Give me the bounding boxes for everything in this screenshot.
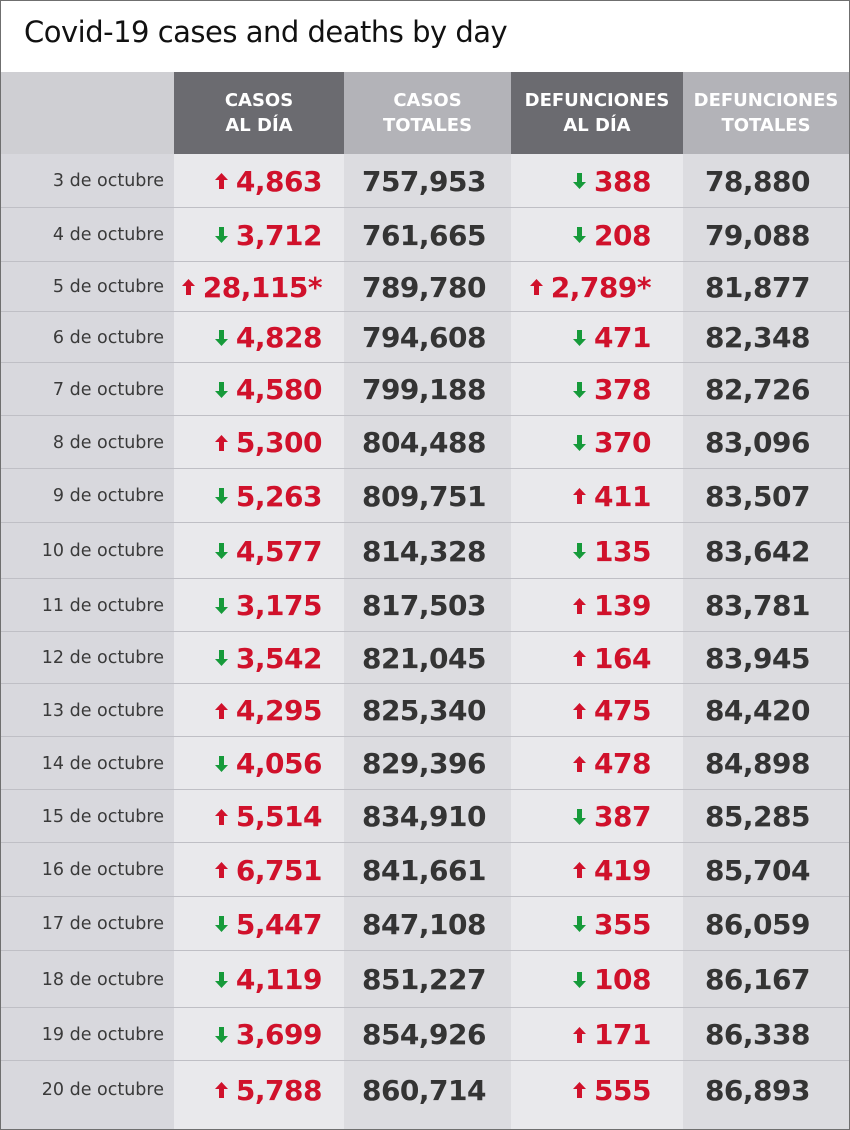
daily-cases-cell [174,416,322,469]
daily-deaths-cell-value: 208 [594,218,651,252]
table-row [1,897,849,951]
total-cases-cell: 799,188 [361,373,486,406]
arrow-down-icon [573,435,586,451]
daily-cases-cell-value: 4,577 [235,534,322,568]
daily-deaths-cell-value: 171 [594,1018,651,1051]
daily-cases-cell-value: 5,263 [235,479,322,513]
total-deaths-cell: 82,726 [704,373,810,406]
arrow-up-icon [573,598,586,614]
total-deaths-cell: 78,880 [704,164,810,198]
arrow-down-icon [215,756,228,772]
daily-cases-cell [174,469,322,523]
arrow-down-icon [215,330,228,346]
table-row [1,843,849,897]
arrow-down-icon [573,330,586,346]
header-deaths-daily: DEFUNCIONES AL DÍA [511,72,683,154]
total-cases-cell: 860,714 [361,1073,486,1107]
daily-deaths-cell-value: 355 [594,907,651,941]
daily-deaths-cell [511,1061,651,1119]
date-label: 5 de octubre [52,277,164,297]
data-table [1,72,849,1129]
table-row [1,469,849,523]
daily-cases-cell [174,1061,322,1119]
table-row [1,951,849,1008]
daily-cases-cell-value: 5,447 [235,907,322,941]
arrow-up-icon [215,1082,228,1098]
arrow-down-icon [215,972,228,988]
daily-deaths-cell [511,1008,651,1061]
daily-deaths-cell-value: 135 [594,534,651,568]
date-label: 7 de octubre [52,379,164,400]
arrow-down-icon [215,543,228,559]
daily-cases-cell [174,737,322,790]
daily-deaths-cell [511,523,651,579]
arrow-down-icon [215,1027,228,1043]
table-row [1,1008,849,1061]
arrow-up-icon [215,435,228,451]
table-row [1,579,849,632]
total-deaths-cell: 84,420 [704,694,810,727]
daily-cases-cell-value: 4,295 [235,694,322,727]
total-cases-cell: 841,661 [361,853,486,887]
daily-deaths-cell [511,951,651,1008]
daily-cases-cell-value: 3,712 [235,218,322,252]
daily-cases-cell [174,897,322,951]
daily-deaths-cell-value: 475 [594,694,651,727]
daily-cases-cell-value: 5,788 [235,1073,322,1107]
daily-cases-cell-value: 3,542 [235,641,322,675]
arrow-up-icon [573,650,586,666]
daily-deaths-cell [511,897,651,951]
daily-deaths-cell-value: 411 [594,479,651,513]
total-cases-cell: 814,328 [361,534,486,568]
date-label: 13 de octubre [41,700,164,721]
daily-cases-cell-value: 4,863 [235,164,322,198]
date-label: 11 de octubre [41,595,164,616]
daily-cases-cell [174,262,322,312]
daily-deaths-cell-value: 2,789* [550,270,651,304]
daily-deaths-cell [511,469,651,523]
daily-cases-cell [174,154,322,208]
arrow-down-icon [573,972,586,988]
arrow-up-icon [215,173,228,189]
arrow-down-icon [215,488,228,504]
total-deaths-cell: 86,338 [704,1018,810,1051]
arrow-up-icon [573,1027,586,1043]
daily-cases-cell-value: 6,751 [235,853,322,887]
date-label: 16 de octubre [41,860,164,880]
daily-cases-cell [174,208,322,262]
daily-cases-cell-value: 5,300 [235,426,322,459]
daily-cases-cell-value: 3,699 [235,1018,322,1051]
date-label: 19 de octubre [41,1024,164,1045]
daily-deaths-cell-value: 108 [594,963,651,996]
daily-deaths-cell [511,262,651,312]
daily-cases-cell [174,632,322,684]
arrow-down-icon [573,382,586,398]
date-label: 10 de octubre [41,541,164,561]
total-deaths-cell: 82,348 [704,321,810,354]
total-cases-cell: 847,108 [361,907,486,941]
daily-deaths-cell [511,632,651,684]
arrow-up-icon [215,703,228,719]
table-row [1,632,849,684]
daily-cases-cell-value: 4,828 [235,321,322,354]
daily-deaths-cell-value: 388 [594,164,651,198]
daily-cases-cell-value: 4,056 [235,747,322,780]
daily-deaths-cell [511,363,651,416]
daily-deaths-cell [511,790,651,843]
total-cases-cell: 761,665 [361,218,486,252]
date-label: 8 de octubre [52,432,164,453]
arrow-up-icon [573,703,586,719]
table-row [1,1061,849,1119]
daily-deaths-cell [511,208,651,262]
daily-cases-cell [174,579,322,632]
total-cases-cell: 789,780 [361,270,486,304]
arrow-down-icon [573,543,586,559]
total-deaths-cell: 83,642 [704,534,810,568]
total-cases-cell: 794,608 [361,321,486,354]
page-title: Covid-19 cases and deaths by day [24,15,508,49]
arrow-down-icon [573,916,586,932]
total-deaths-cell: 83,507 [704,479,810,513]
total-cases-cell: 757,953 [361,164,486,198]
daily-cases-cell-value: 28,115* [202,270,322,304]
date-label: 12 de octubre [41,648,164,668]
total-deaths-cell: 86,059 [704,907,810,941]
total-deaths-cell: 83,945 [704,641,810,675]
table-row [1,363,849,416]
total-cases-cell: 809,751 [361,479,486,513]
daily-deaths-cell-value: 370 [594,426,651,459]
daily-deaths-cell-value: 378 [594,373,651,406]
daily-cases-cell [174,312,322,363]
daily-cases-cell-value: 4,119 [235,963,322,996]
total-deaths-cell: 79,088 [704,218,810,252]
daily-deaths-cell-value: 419 [594,853,651,887]
daily-deaths-cell-value: 555 [594,1073,651,1107]
date-label: 17 de octubre [41,914,164,934]
arrow-up-icon [573,862,586,878]
arrow-down-icon [215,227,228,243]
date-label: 18 de octubre [41,969,164,990]
header-total-cases: CASOS TOTALES [344,72,511,154]
table-row [1,312,849,363]
daily-deaths-cell [511,843,651,897]
daily-cases-cell-value: 3,175 [235,589,322,622]
daily-deaths-cell [511,416,651,469]
daily-cases-cell-value: 4,580 [235,373,322,406]
arrow-up-icon [182,279,195,295]
total-deaths-cell: 81,877 [704,270,810,304]
arrow-up-icon [573,756,586,772]
arrow-down-icon [215,382,228,398]
header-total-deaths: DEFUNCIONES TOTALES [683,72,849,154]
total-deaths-cell: 86,167 [704,963,810,996]
date-label: 14 de octubre [41,753,164,774]
table-row [1,208,849,262]
date-label: 20 de octubre [41,1080,164,1100]
total-cases-cell: 817,503 [361,589,486,622]
table-row [1,262,849,312]
table-row [1,154,849,208]
arrow-down-icon [215,916,228,932]
arrow-down-icon [215,598,228,614]
total-deaths-cell: 84,898 [704,747,810,780]
arrow-down-icon [573,809,586,825]
daily-deaths-cell-value: 164 [594,641,651,675]
arrow-down-icon [215,650,228,666]
daily-cases-cell [174,684,322,737]
table-row [1,737,849,790]
daily-cases-cell [174,951,322,1008]
daily-deaths-cell [511,154,651,208]
date-label: 6 de octubre [52,327,164,348]
total-cases-cell: 829,396 [361,747,486,780]
daily-deaths-cell-value: 139 [594,589,651,622]
date-label: 15 de octubre [41,806,164,827]
total-deaths-cell: 85,704 [704,853,810,887]
total-cases-cell: 834,910 [361,800,486,833]
total-deaths-cell: 86,893 [704,1073,810,1107]
table-row [1,523,849,579]
arrow-up-icon [215,809,228,825]
date-label: 9 de octubre [52,486,164,506]
table-row [1,684,849,737]
daily-cases-cell [174,1008,322,1061]
total-cases-cell: 825,340 [361,694,486,727]
daily-deaths-cell [511,737,651,790]
total-deaths-cell: 83,096 [704,426,810,459]
total-deaths-cell: 85,285 [704,800,810,833]
daily-cases-cell [174,523,322,579]
date-label: 4 de octubre [52,225,164,245]
arrow-down-icon [573,173,586,189]
daily-deaths-cell [511,312,651,363]
table-row [1,416,849,469]
total-cases-cell: 851,227 [361,963,486,996]
header-cases-daily: CASOS AL DÍA [174,72,344,154]
total-cases-cell: 821,045 [361,641,486,675]
daily-cases-cell-value: 5,514 [235,800,322,833]
arrow-up-icon [215,862,228,878]
daily-cases-cell [174,363,322,416]
date-label: 3 de octubre [52,171,164,191]
daily-deaths-cell [511,579,651,632]
total-cases-cell: 804,488 [361,426,486,459]
arrow-up-icon [530,279,543,295]
table-row [1,790,849,843]
daily-deaths-cell-value: 387 [594,800,651,833]
daily-cases-cell [174,790,322,843]
daily-deaths-cell-value: 478 [594,747,651,780]
daily-cases-cell [174,843,322,897]
total-deaths-cell: 83,781 [704,589,810,622]
arrow-down-icon [573,227,586,243]
daily-deaths-cell [511,684,651,737]
daily-deaths-cell-value: 471 [594,321,651,354]
total-cases-cell: 854,926 [361,1018,486,1051]
arrow-up-icon [573,1082,586,1098]
arrow-up-icon [573,488,586,504]
